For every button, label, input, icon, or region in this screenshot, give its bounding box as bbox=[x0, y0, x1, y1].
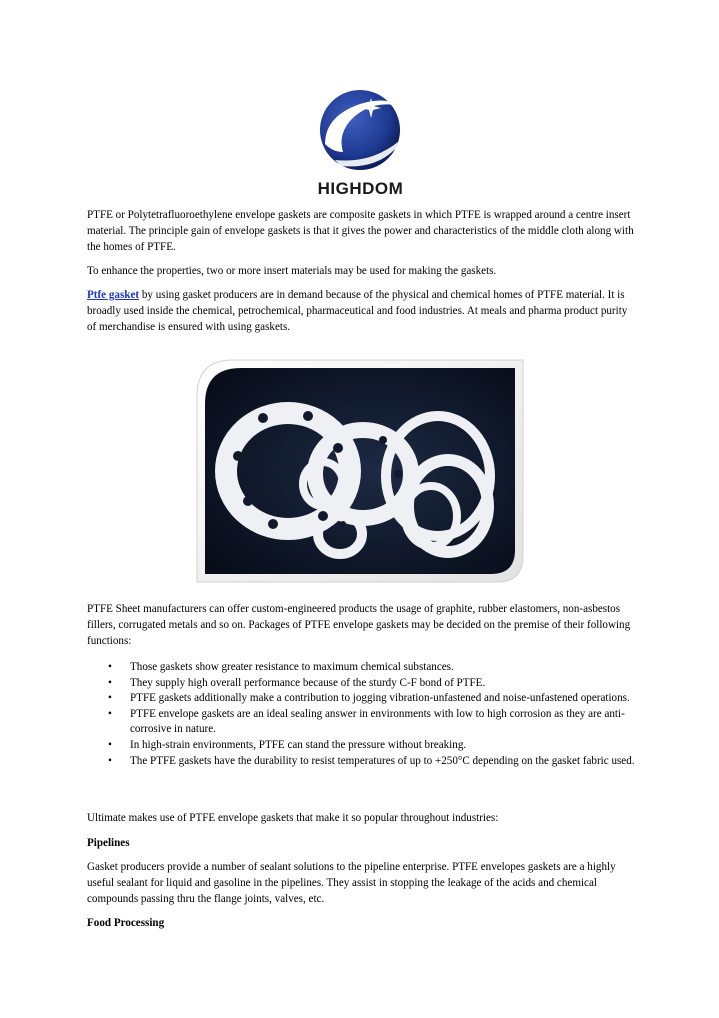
features-list bbox=[87, 660, 635, 769]
enhance-paragraph bbox=[87, 263, 635, 279]
ptfe-gasket-paragraph bbox=[87, 287, 635, 336]
list-item-text: Those gaskets show greater resistance to maximum chemical substances. bbox=[130, 661, 454, 673]
list-item bbox=[87, 754, 635, 770]
list-item-text: PTFE envelope gaskets are an ideal sealing answer in environments with low to high corrosion as they are anti-corrosive in nature. bbox=[130, 707, 625, 736]
intro-text: PTFE or Polytetrafluoroethylene envelope gaskets are composite gaskets in which PTFE is wrapped around a centre insert material. The principle gain of envelope gaskets is that it gives the power and characteristics of the middle cloth along with the homes of PTFE. bbox=[87, 209, 634, 254]
enhance-text: To enhance the properties, two or more insert materials may be used for making the gaskets. bbox=[87, 265, 497, 277]
bullet-marker: • bbox=[108, 692, 112, 705]
list-item-text: In high-strain environments, PTFE can stand the pressure without breaking. bbox=[130, 738, 467, 751]
intro-paragraph bbox=[87, 207, 635, 256]
list-item-text: PTFE gaskets additionally make a contribution to jogging vibration-unfastened and noise-unfastened operations. bbox=[130, 692, 630, 705]
ptfe-gasket-link[interactable]: Ptfe gasket bbox=[87, 289, 140, 301]
pipelines-text: Gasket producers provide a number of sealant solutions to the pipeline enterprise. PTFE envelopes gaskets are a highly useful sealant for liquid and gasoline in the pipelines. They assist in stopping the leakage of the acids and chemical compounds passing thru the flange joints, valves, etc. bbox=[87, 861, 616, 906]
pipelines-paragraph bbox=[87, 859, 635, 908]
ptfe-gasket-text: by using gasket producers are in demand because of the physical and chemical homes of PTFE material. It is broadly used inside the chemical, petrochemical, pharmaceutical and food industries. At meals and pharma product purity of merchandise is ensured with using gaskets. bbox=[87, 289, 628, 334]
bullet-marker: • bbox=[108, 707, 112, 720]
gasket-photo-graphic bbox=[193, 356, 527, 586]
bullet-marker: • bbox=[108, 754, 112, 767]
list-item bbox=[87, 676, 635, 692]
highdom-logo bbox=[305, 86, 416, 198]
sheet-manufacturers-paragraph bbox=[87, 601, 635, 650]
list-item-text: The PTFE gaskets have the durability to resist temperatures of up to +250°C depending on the gasket fabric used. bbox=[130, 754, 635, 767]
list-item bbox=[87, 660, 635, 676]
bullet-marker: • bbox=[108, 661, 112, 673]
list-item bbox=[87, 738, 635, 754]
ultimate-text: Ultimate makes use of PTFE envelope gaskets that make it so popular throughout industries: bbox=[87, 812, 499, 824]
list-item bbox=[87, 707, 635, 738]
gasket-photo bbox=[193, 356, 527, 586]
logo-text: HIGHDOM bbox=[317, 179, 404, 198]
bullet-marker: • bbox=[108, 738, 112, 751]
sheet-manufacturers-text: PTFE Sheet manufacturers can offer custom-engineered products the usage of graphite, rubber elastomers, non-asbestos fillers, corrugated metals and so on. Packages of PTFE envelope gaskets may be decided on the premise of their following functions: bbox=[87, 603, 631, 648]
logo-graphic bbox=[305, 86, 416, 198]
pipelines-heading-text: Pipelines bbox=[87, 837, 130, 849]
bullet-marker: • bbox=[108, 676, 112, 689]
list-item-text: They supply high overall performance because of the sturdy C-F bond of PTFE. bbox=[130, 676, 486, 689]
food-processing-heading bbox=[87, 915, 635, 931]
pipelines-heading bbox=[87, 835, 635, 851]
ultimate-paragraph bbox=[87, 810, 635, 826]
list-item bbox=[87, 691, 635, 707]
food-processing-heading-text: Food Processing bbox=[87, 917, 165, 929]
